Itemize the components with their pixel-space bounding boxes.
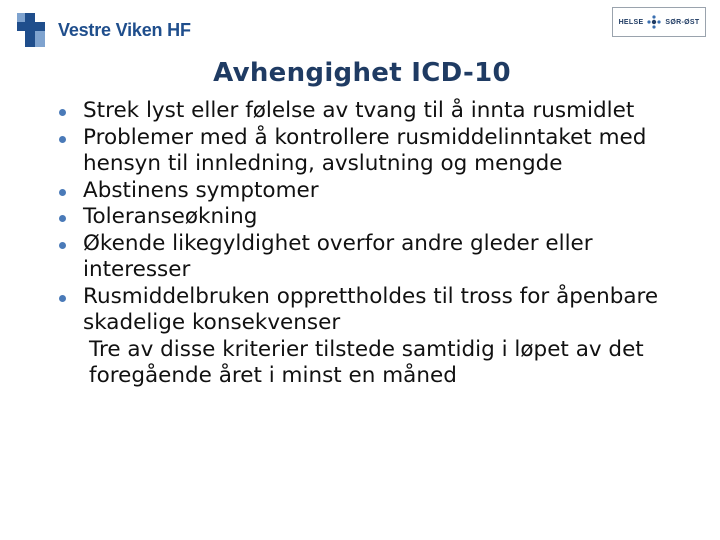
bullet-item: Toleranseøkning bbox=[56, 204, 696, 231]
bullet-item: Økende likegyldighet overfor andre gleder eller interesser bbox=[56, 231, 696, 284]
bullet-item: Abstinens symptomer bbox=[56, 178, 696, 205]
helse-sor-ost-logo-left-word: HELSE bbox=[618, 18, 644, 26]
criteria-note: Tre av disse kriterier tilstede samtidig i løpet av det foregående året i minst en måned bbox=[89, 336, 644, 388]
helse-sor-ost-logo-right-word: SØR-ØST bbox=[665, 18, 700, 26]
helse-sor-ost-logo bbox=[612, 7, 706, 37]
vestre-viken-logo-mark-icon bbox=[17, 13, 45, 47]
vestre-viken-logo-text: Vestre Viken HF bbox=[58, 19, 191, 40]
vestre-viken-logo bbox=[17, 13, 191, 47]
helse-sor-ost-dots-icon bbox=[647, 15, 661, 29]
bullet-item: Rusmiddelbruken opprettholdes til tross for åpenbare skadelige konsekvenser bbox=[56, 284, 696, 337]
bullet-item: Problemer med å kontrollere rusmiddelinntaket med hensyn til innledning, avslutning og mengde bbox=[56, 125, 696, 178]
bullet-item: Strek lyst eller følelse av tvang til å innta rusmidlet bbox=[56, 98, 696, 125]
bullet-list bbox=[56, 98, 696, 390]
slide-title: Avhengighet ICD-10 bbox=[213, 58, 511, 88]
